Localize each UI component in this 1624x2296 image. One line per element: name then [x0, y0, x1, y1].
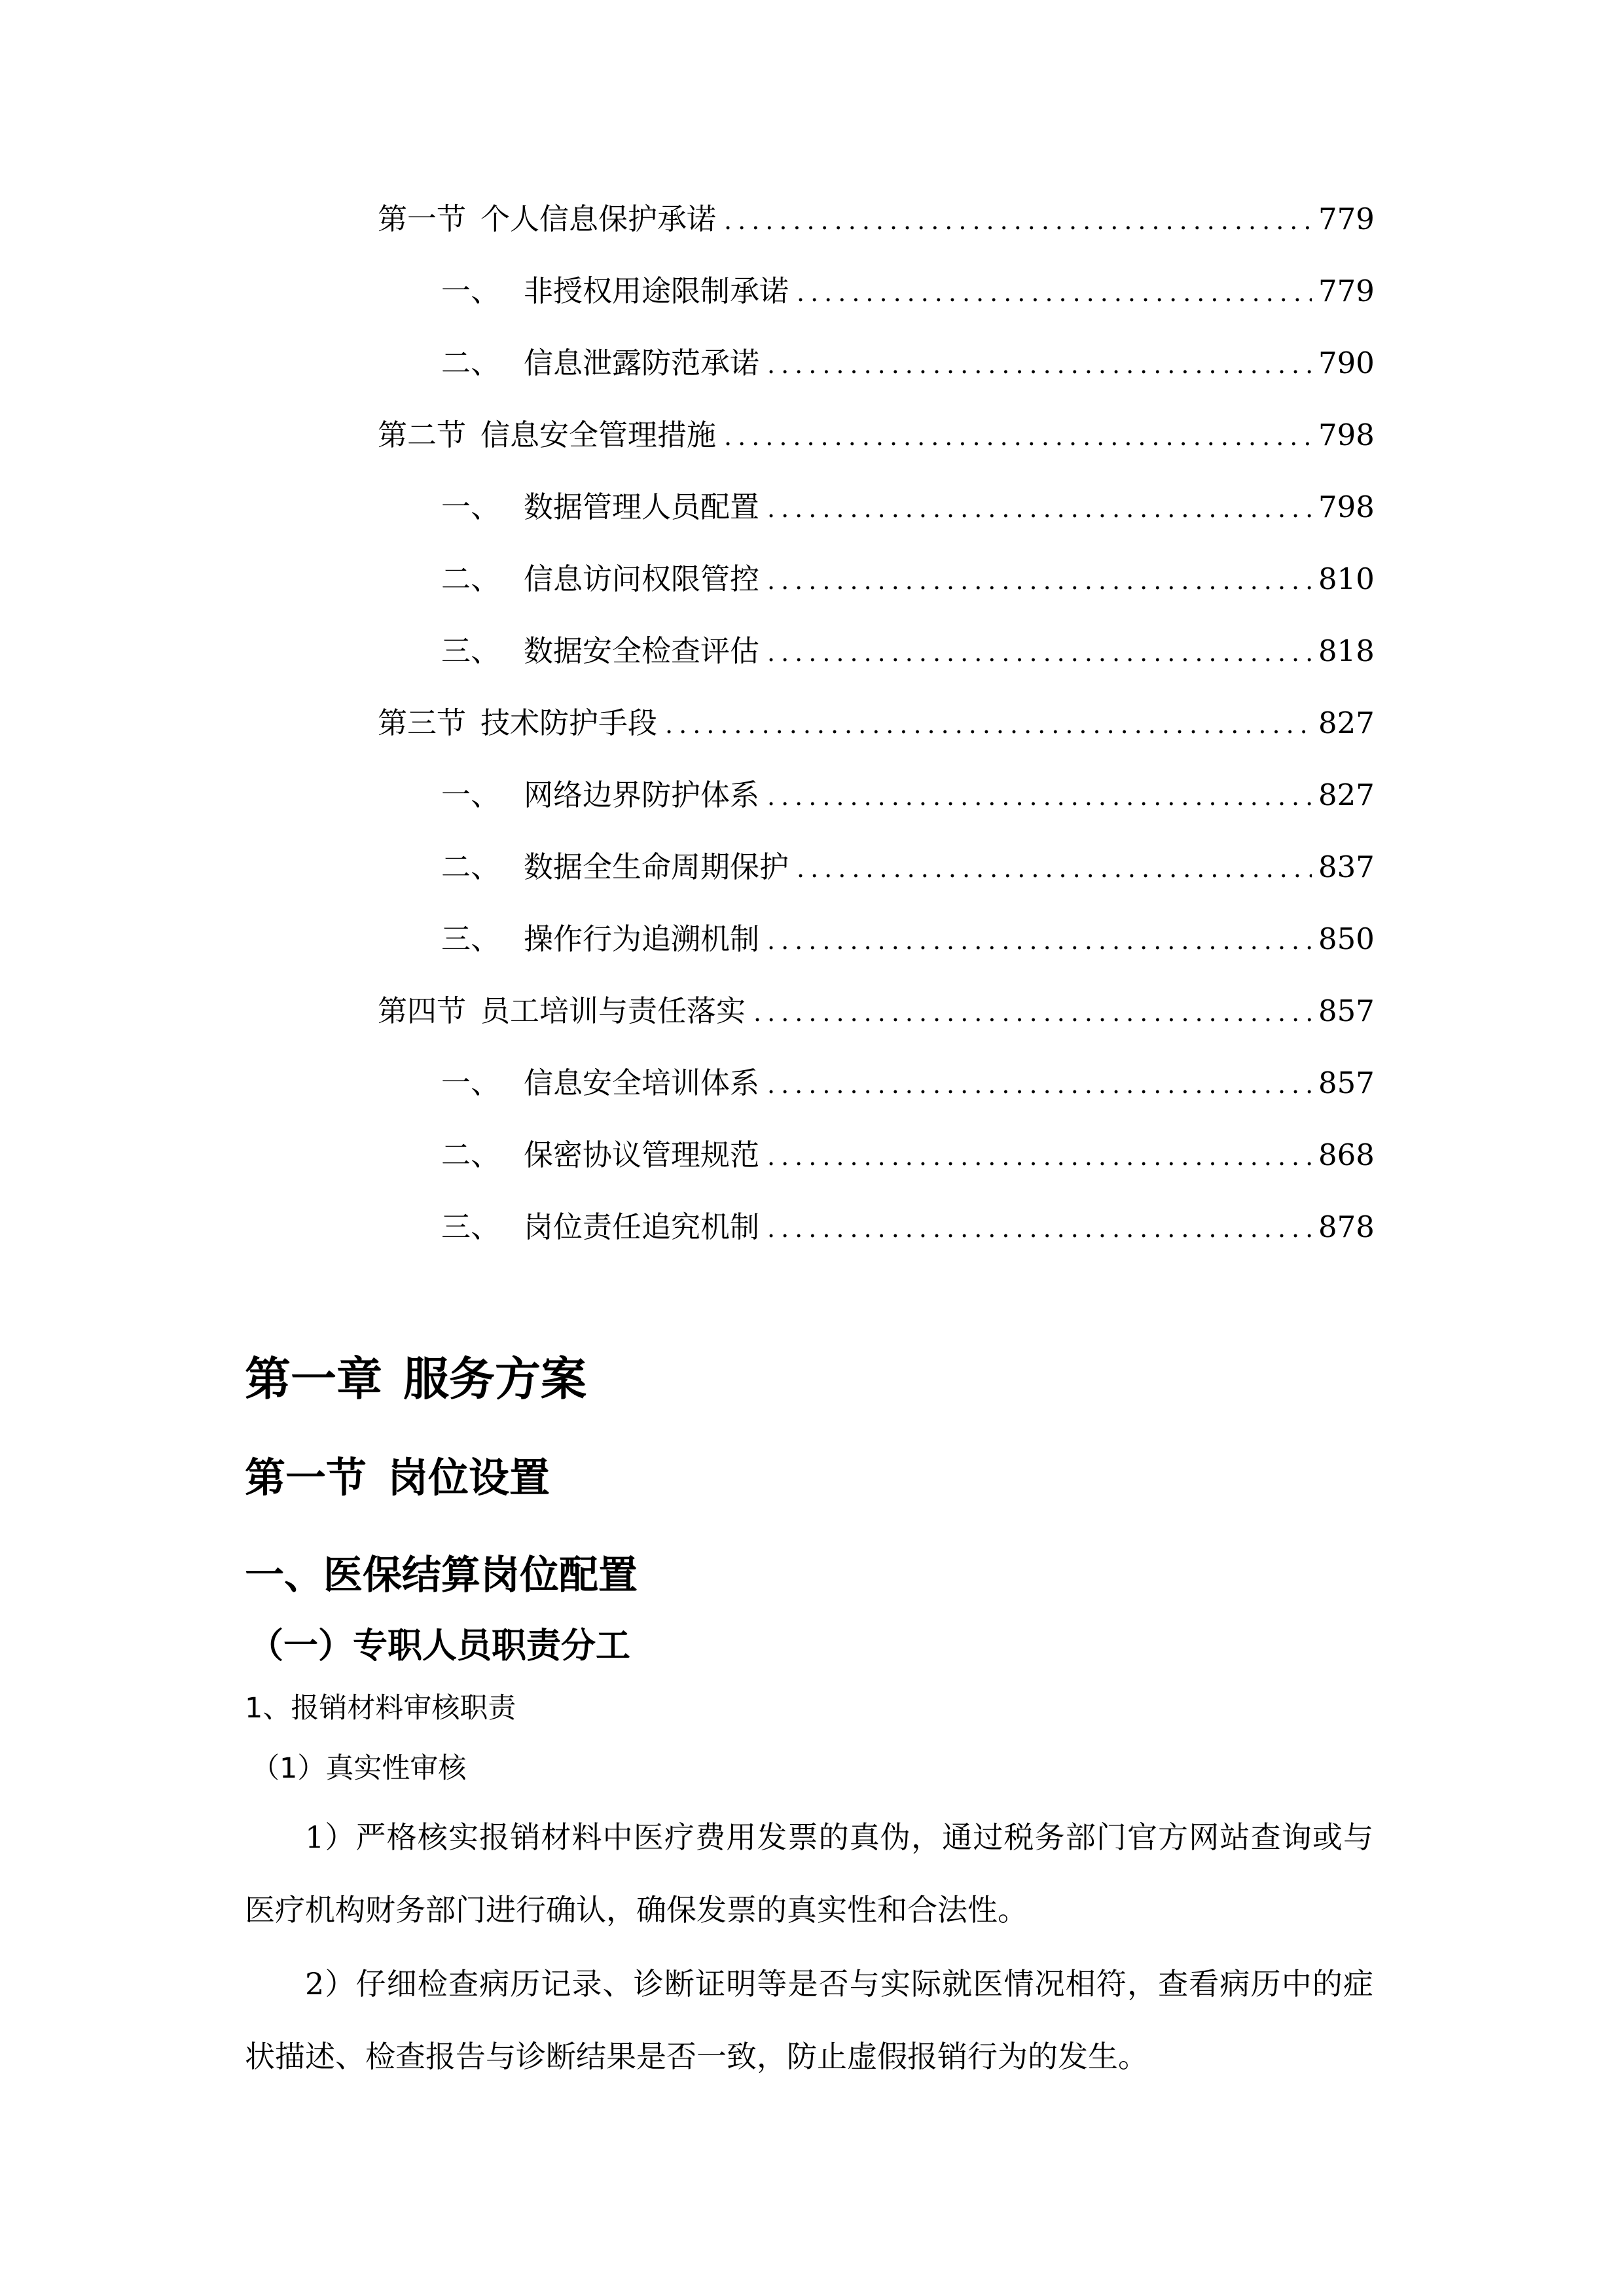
toc-entry-page-number: 837 — [1318, 850, 1375, 884]
section-heading — [245, 1452, 550, 1504]
toc-entry-page-number: 790 — [1318, 346, 1375, 380]
toc-entry-title: 保密协议管理规范 — [524, 1138, 760, 1172]
toc-entry-number: 第四节 — [378, 994, 467, 1028]
chapter-number: 第一章 — [245, 1352, 382, 1406]
toc-entry-page-number: 818 — [1318, 634, 1375, 668]
chapter-title: 服务方案 — [403, 1352, 586, 1406]
toc-subsection-entry[interactable] — [378, 327, 1374, 399]
toc-dot-leader — [797, 833, 1312, 905]
toc-entry-number: 一、 — [441, 274, 501, 308]
toc-subsection-entry[interactable] — [378, 615, 1374, 687]
toc-dot-leader — [767, 1121, 1312, 1193]
toc-subsection-entry[interactable] — [378, 255, 1374, 327]
toc-dot-leader — [767, 473, 1312, 545]
toc-dot-leader — [767, 1193, 1312, 1265]
toc-entry-number: 一、 — [441, 490, 501, 524]
toc-dot-leader — [665, 689, 1312, 761]
toc-entry-title: 操作行为追溯机制 — [524, 922, 760, 956]
toc-entry-number: 二、 — [441, 1138, 501, 1172]
toc-entry-title: 信息访问权限管控 — [524, 562, 760, 596]
toc-entry-number: 第三节 — [378, 706, 467, 740]
toc-entry-page-number: 810 — [1318, 562, 1375, 596]
toc-entry-title: 非授权用途限制承诺 — [524, 274, 789, 308]
toc-entry-page-number: 779 — [1318, 274, 1375, 308]
toc-dot-leader — [724, 401, 1312, 473]
toc-entry-title: 数据全生命周期保护 — [524, 850, 789, 884]
toc-entry-page-number: 857 — [1318, 1066, 1375, 1100]
toc-entry-number: 三、 — [441, 1210, 501, 1244]
toc-entry-page-number: 868 — [1318, 1138, 1375, 1172]
section-title: 岗位设置 — [388, 1454, 550, 1501]
toc-subsection-entry[interactable] — [378, 1119, 1374, 1191]
toc-entry-title: 网络边界防护体系 — [524, 778, 760, 812]
toc-entry-page-number: 798 — [1318, 490, 1375, 524]
toc-dot-leader — [767, 761, 1312, 833]
toc-dot-leader — [724, 185, 1312, 257]
toc-entry-page-number: 827 — [1318, 778, 1375, 812]
toc-entry-title: 信息安全培训体系 — [524, 1066, 760, 1100]
toc-dot-leader — [767, 617, 1312, 689]
toc-entry-number: 二、 — [441, 346, 501, 380]
toc-dot-leader — [797, 257, 1312, 329]
toc-entry-number: 第二节 — [378, 418, 467, 452]
toc-entry-number: 一、 — [441, 778, 501, 812]
table-of-contents — [378, 183, 1374, 1263]
item-heading: 1、报销材料审核职责 — [245, 1692, 516, 1725]
toc-section-entry[interactable] — [378, 975, 1374, 1047]
section-number: 第一节 — [245, 1454, 367, 1501]
subsubsection-heading: （一）专职人员职责分工 — [249, 1626, 630, 1666]
toc-dot-leader — [767, 1049, 1312, 1121]
toc-dot-leader — [767, 545, 1312, 617]
toc-entry-page-number: 878 — [1318, 1210, 1375, 1244]
toc-entry-number: 一、 — [441, 1066, 501, 1100]
toc-entry-number: 三、 — [441, 634, 501, 668]
toc-entry-title: 数据管理人员配置 — [524, 490, 760, 524]
toc-entry-page-number: 850 — [1318, 922, 1375, 956]
toc-entry-title: 岗位责任追究机制 — [524, 1210, 760, 1244]
subsection-heading: 一、医保结算岗位配置 — [245, 1552, 638, 1598]
toc-entry-page-number: 779 — [1318, 202, 1375, 236]
toc-section-entry[interactable] — [378, 399, 1374, 471]
toc-subsection-entry[interactable] — [378, 1191, 1374, 1263]
toc-entry-title: 个人信息保护承诺 — [480, 202, 717, 236]
subitem-heading: （1）真实性审核 — [251, 1752, 467, 1785]
toc-dot-leader — [767, 329, 1312, 401]
toc-entry-number: 二、 — [441, 562, 501, 596]
toc-entry-title: 数据安全检查评估 — [524, 634, 760, 668]
toc-entry-page-number: 798 — [1318, 418, 1375, 452]
toc-entry-title: 信息泄露防范承诺 — [524, 346, 760, 380]
toc-subsection-entry[interactable] — [378, 903, 1374, 975]
toc-dot-leader — [753, 977, 1312, 1049]
toc-section-entry[interactable] — [378, 687, 1374, 759]
toc-entry-title: 信息安全管理措施 — [480, 418, 717, 452]
toc-dot-leader — [767, 905, 1312, 977]
paragraph: 2）仔细检查病历记录、诊断证明等是否与实际就医情况相符，查看病历中的症状描述、检查报告与诊断结果是否一致，防止虚假报销行为的发生。 — [245, 1966, 1373, 2074]
paragraph: 1）严格核实报销材料中医疗费用发票的真伪，通过税务部门官方网站查询或与医疗机构财务部门进行确认，确保发票的真实性和合法性。 — [245, 1820, 1373, 1928]
toc-subsection-entry[interactable] — [378, 759, 1374, 831]
toc-entry-number: 三、 — [441, 922, 501, 956]
toc-section-entry[interactable] — [378, 183, 1374, 255]
toc-entry-number: 二、 — [441, 850, 501, 884]
toc-entry-title: 技术防护手段 — [480, 706, 658, 740]
toc-entry-number: 第一节 — [378, 202, 467, 236]
toc-subsection-entry[interactable] — [378, 831, 1374, 903]
toc-entry-title: 员工培训与责任落实 — [480, 994, 746, 1028]
toc-subsection-entry[interactable] — [378, 471, 1374, 543]
toc-entry-page-number: 857 — [1318, 994, 1375, 1028]
toc-subsection-entry[interactable] — [378, 1047, 1374, 1119]
toc-subsection-entry[interactable] — [378, 543, 1374, 615]
toc-entry-page-number: 827 — [1318, 706, 1375, 740]
chapter-heading — [245, 1350, 586, 1408]
